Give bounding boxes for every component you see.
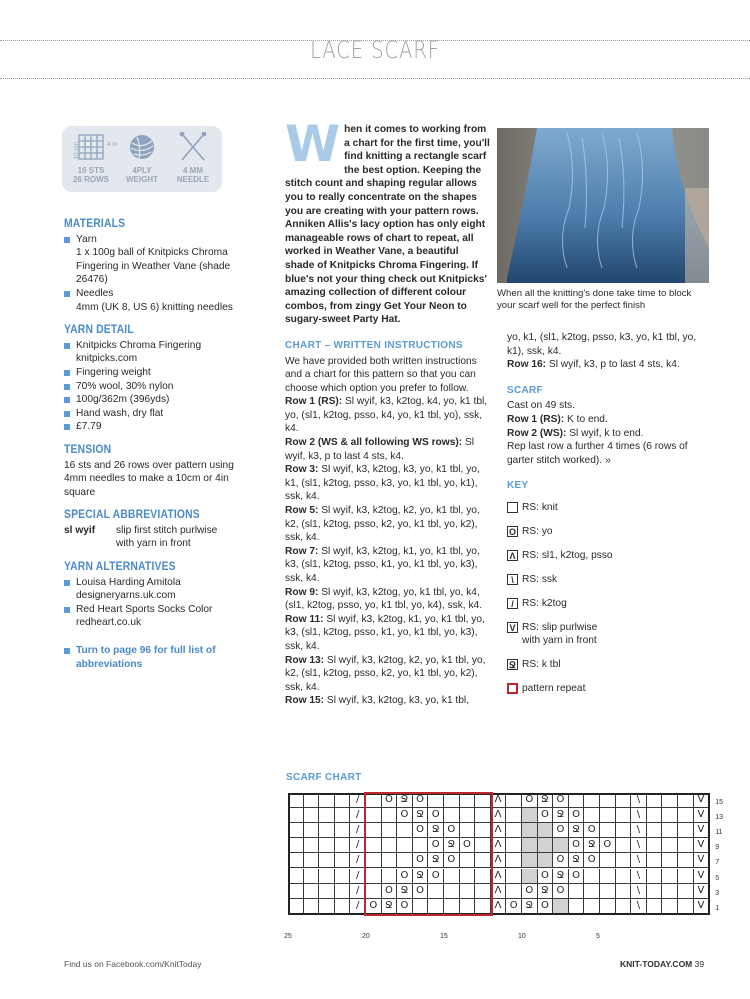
chart-cell: \ xyxy=(631,793,647,808)
chart-cell: O xyxy=(538,808,554,823)
chart-cell: Ջ xyxy=(413,808,429,823)
chart-cell: Ջ xyxy=(522,899,538,914)
chart-cell: Λ xyxy=(491,793,507,808)
chart-cell: \ xyxy=(631,869,647,884)
chart-cell: O xyxy=(553,793,569,808)
chart-cell: Ջ xyxy=(413,869,429,884)
materials-heading: MATERIALS xyxy=(64,218,126,230)
pattern-row: Row 2 (WS & all following WS rows): Sl wyif, k3, p to last 4 sts, k4. xyxy=(285,437,475,462)
chart-cell: O xyxy=(600,838,616,853)
list-item: 100g/362m (396yds) xyxy=(64,393,234,407)
chart-cell: Ջ xyxy=(397,884,413,899)
chart-cell: Λ xyxy=(491,808,507,823)
chart-cell: V xyxy=(694,884,710,899)
pattern-row: Row 3: Sl wyif, k3, k2tog, k3, yo, k1 tbl, yo, k1, (sl1, k2tog, psso, k3, yo, k1 tbl, yo, k1), ssk, k4. xyxy=(285,464,480,503)
slip-symbol-icon: V xyxy=(507,622,518,633)
needle-info xyxy=(168,132,218,184)
column-number: 10 xyxy=(518,932,526,940)
list-item: Knitpicks Chroma Fingering knitpicks.com xyxy=(64,339,234,366)
ktbl-symbol-icon: Ջ xyxy=(507,659,518,670)
title-divider xyxy=(0,78,750,79)
key-item-knit: RS: knit xyxy=(507,501,712,514)
key-heading: KEY xyxy=(507,480,529,492)
yarn-weight-info xyxy=(117,132,167,184)
chart-heading: SCARF CHART xyxy=(286,772,362,783)
chart-cell: Ջ xyxy=(553,808,569,823)
chart-cell: Ջ xyxy=(569,853,585,868)
key-item-sl1-k2tog-psso: Λ RS: sl1, k2tog, psso xyxy=(507,549,712,562)
chart-cell: V xyxy=(694,808,710,823)
left-column xyxy=(64,218,234,671)
chart-cell: \ xyxy=(631,823,647,838)
abbreviation-definition: slip first stitch purlwise with yarn in front xyxy=(116,524,218,550)
pattern-row: Row 16: Sl wyif, k3, p to last 4 sts, k4. xyxy=(507,359,680,371)
chart-cell: O xyxy=(444,853,460,868)
yarn-alternatives-list xyxy=(64,576,234,630)
chart-cell: O xyxy=(428,808,444,823)
chart-cell: O xyxy=(522,793,538,808)
list-item: Yarn 1 x 100g ball of Knitpicks Chroma Fingering in Weather Vane (shade 26476) xyxy=(64,233,234,287)
written-intro: We have provided both written instructions and a chart for this pattern so that you can choose which option you prefer to follow. xyxy=(285,355,477,394)
ssk-symbol-icon: \ xyxy=(507,574,518,585)
chart-cell: O xyxy=(538,899,554,914)
chart-cell: Λ xyxy=(491,884,507,899)
materials-list xyxy=(64,233,234,315)
chart-cell: \ xyxy=(631,808,647,823)
yarn-detail-list xyxy=(64,339,234,434)
chart-cell: Ջ xyxy=(538,793,554,808)
chart-cell: O xyxy=(569,808,585,823)
pattern-row: Row 13: Sl wyif, k3, k2tog, k2, yo, k1 tbl, yo, k2, (sl1, k2tog, psso, k2, yo, k1 tbl, yo, k2), ssk, k4. xyxy=(285,654,486,693)
list-item: £7.79 xyxy=(64,420,234,434)
chart-cell: Λ xyxy=(491,838,507,853)
row-number: 11 xyxy=(715,829,723,837)
chart-cell: \ xyxy=(631,853,647,868)
key-item-pattern-repeat: pattern repeat xyxy=(507,682,712,695)
pattern-row: Row 2 (WS): Sl wyif, k to end. xyxy=(507,427,644,439)
list-item: Red Heart Sports Socks Color redheart.co.uk xyxy=(64,603,234,630)
yo-symbol-icon: O xyxy=(508,526,516,537)
row-number: 7 xyxy=(715,859,720,867)
scarf-heading: SCARF xyxy=(507,384,543,396)
abbreviation-term: sl wyif xyxy=(64,524,96,536)
yarn-detail-heading: YARN DETAIL xyxy=(64,324,134,337)
repeat-text: Rep last row a further 4 times (6 rows of garter stitch worked). » xyxy=(507,441,688,466)
chart-cell: Ջ xyxy=(569,823,585,838)
chart-cell: / xyxy=(350,869,366,884)
chart-cell: Ջ xyxy=(584,838,600,853)
intro-paragraph xyxy=(285,115,490,327)
chart-cell: Ջ xyxy=(428,853,444,868)
chart-cell: O xyxy=(397,899,413,914)
pattern-row: Row 9: Sl wyif, k3, k2tog, yo, k1 tbl, yo, k4, (sl1, k2tog, psso, yo, k1 tbl, yo, k4), ssk, k4. xyxy=(285,586,483,612)
drop-cap: W xyxy=(285,115,341,173)
chart-cell: O xyxy=(584,853,600,868)
chart-cell: Λ xyxy=(491,823,507,838)
chart-cell: Λ xyxy=(491,853,507,868)
abbreviations-link[interactable]: Turn to page 96 for full list of abbreviations xyxy=(64,644,234,671)
column-number: 25 xyxy=(284,932,292,940)
chart-key xyxy=(507,479,712,695)
pattern-info-box xyxy=(62,126,222,192)
footer-site: KNIT-TODAY.COM 39 xyxy=(620,959,705,969)
list-item: Louisa Harding Amitola designeryarns.uk.com xyxy=(64,576,234,603)
tension-text: 16 sts and 26 rows over pattern using 4mm needles to make a 10cm or 4in square xyxy=(64,459,234,498)
scarf-photo xyxy=(497,128,709,283)
pattern-row: Row 1 (RS): K to end. xyxy=(507,413,608,425)
chart-cell: Ջ xyxy=(428,823,444,838)
row-number: 3 xyxy=(715,889,720,897)
list-item: Needles 4mm (UK 8, US 6) knitting needles xyxy=(64,287,234,314)
gauge-side-vertical: 10 cm xyxy=(73,141,81,160)
right-column xyxy=(507,331,712,706)
chart-cell: / xyxy=(350,853,366,868)
chart-cell: O xyxy=(397,808,413,823)
row-number: 15 xyxy=(715,799,723,806)
chart-cell: \ xyxy=(631,899,647,914)
row-number: 9 xyxy=(715,844,720,852)
gauge-side-horizontal: 4 in xyxy=(107,141,118,148)
chart-cell: Ջ xyxy=(538,884,554,899)
chart-cell: Ջ xyxy=(553,869,569,884)
chart-cell: / xyxy=(350,823,366,838)
chart-cell: O xyxy=(428,869,444,884)
chart-cell: O xyxy=(553,823,569,838)
chart-cell: Λ xyxy=(491,899,507,914)
chart-cell: V xyxy=(694,853,710,868)
chart-cell: V xyxy=(694,838,710,853)
list-item: Fingering weight xyxy=(64,366,234,380)
k2tog-symbol-icon: / xyxy=(507,598,518,609)
key-item-k-tbl: Ջ RS: k tbl xyxy=(507,658,712,671)
list-item: Hand wash, dry flat xyxy=(64,407,234,421)
chart-cell: Ջ xyxy=(444,838,460,853)
chart-cell: V xyxy=(694,823,710,838)
chart-cell: O xyxy=(413,793,429,808)
chart-cell: O xyxy=(584,823,600,838)
yarn-alternatives-heading: YARN ALTERNATIVES xyxy=(64,561,176,574)
needle-label: 4 MM NEEDLE xyxy=(176,166,210,184)
key-item-ssk: \ RS: ssk xyxy=(507,573,712,586)
row15-continuation: yo, k1, (sl1, k2tog, psso, k3, yo, k1 tbl, yo, k1), ssk, k4. xyxy=(507,332,697,357)
cast-on-text: Cast on 49 sts. xyxy=(507,400,575,412)
row-number: 13 xyxy=(715,814,723,822)
chart-cell: O xyxy=(460,838,476,853)
chart-frame xyxy=(288,793,710,915)
pattern-repeat-box xyxy=(364,792,493,916)
intro-text: hen it comes to working from a chart for the first time, you'll find knitting a rectangle scarf the best option. Keeping the stitch count and shaping regular allows you to really concentrate on the shapes you are creating with your pattern rows. Anniken Allis's lacy option has only eight manageable rows of chart to repeat, all worked in Weather Vane, a beautiful shade of Knitpicks Chroma Fingering. If blue's not your thing check out Knitpicks' amazing collection of different colour combos, from zingy Get Your Neon to sugary-sweet Party Hat. xyxy=(285,124,490,326)
chart-cell: O xyxy=(382,793,398,808)
chart-cell: O xyxy=(382,884,398,899)
chart-cell: Ջ xyxy=(382,899,398,914)
chart-cell: O xyxy=(428,838,444,853)
row-number: 5 xyxy=(715,874,720,882)
needles-icon xyxy=(178,132,208,162)
chart-cell: O xyxy=(553,884,569,899)
key-item-slip-purlwise: V RS: slip purlwise with yarn in front xyxy=(507,621,712,647)
photo-caption: When all the knitting's done take time to block your scarf well for the perfect finish xyxy=(497,288,692,311)
pattern-row: Row 11: Sl wyif, k3, k2tog, k1, yo, k1 tbl, yo, k3, (sl1, k2tog, psso, k1, yo, k1 tbl, yo, k3), ssk, k4. xyxy=(285,613,485,652)
chart-cell: / xyxy=(350,793,366,808)
chart-cell: O xyxy=(397,869,413,884)
yarn-ball-icon xyxy=(127,132,157,162)
chart-cell: V xyxy=(694,793,710,808)
chart-cell: Ջ xyxy=(397,793,413,808)
chart-cell: O xyxy=(538,869,554,884)
pattern-row: Row 7: Sl wyif, k3, k2tog, k1, yo, k1 tbl, yo, k3, (sl1, k2tog, psso, k1, yo, k1 tbl, yo, k3), ssk, k4. xyxy=(285,545,480,584)
written-instructions-heading: CHART – WRITTEN INSTRUCTIONS xyxy=(285,339,463,351)
chart-cell: \ xyxy=(631,838,647,853)
list-item: 70% wool, 30% nylon xyxy=(64,380,234,394)
chart-cell: O xyxy=(506,899,522,914)
yarn-weight-label: 4PLY WEIGHT xyxy=(126,166,158,184)
pattern-row: Row 15: Sl wyif, k3, k2tog, k3, yo, k1 tbl, xyxy=(285,695,470,707)
column-number: 15 xyxy=(440,932,448,940)
row-number: 1 xyxy=(715,904,720,912)
chart-cell: \ xyxy=(631,884,647,899)
chart-cell: O xyxy=(569,869,585,884)
chart-cell: O xyxy=(413,853,429,868)
chart-cell: O xyxy=(444,823,460,838)
tension-heading: TENSION xyxy=(64,443,112,456)
chart-cell: V xyxy=(694,869,710,884)
chart-cell: O xyxy=(553,853,569,868)
pattern-row: Row 5: Sl wyif, k3, k2tog, k2, yo, k1 tbl, yo, k2, (sl1, k2tog, psso, k2, yo, k1 tbl, yo, k2), ssk, k4. xyxy=(285,505,480,544)
chart-cell: / xyxy=(350,884,366,899)
chart-cell: Λ xyxy=(491,869,507,884)
chart-cell: / xyxy=(350,808,366,823)
key-item-k2tog: / RS: k2tog xyxy=(507,597,712,610)
middle-column xyxy=(285,115,490,708)
footer-facebook: Find us on Facebook.com/KnitToday xyxy=(64,959,202,969)
chart-cell: O xyxy=(569,838,585,853)
column-number: 5 xyxy=(596,932,600,940)
chart-cell: / xyxy=(350,838,366,853)
chart-cell: / xyxy=(350,899,366,914)
repeat-box-icon xyxy=(507,683,518,694)
decrease-symbol-icon: Λ xyxy=(507,550,518,561)
pattern-row: Row 1 (RS): Sl wyif, k3, k2tog, k4, yo, k1 tbl, yo, (sl1, k2tog, psso, k4, yo, k1 tbl, yo), ssk, k4. xyxy=(285,396,488,435)
chart-cell: O xyxy=(413,884,429,899)
chart-cell: O xyxy=(522,884,538,899)
chart-cell: V xyxy=(694,899,710,914)
key-item-yo: O RS: yo xyxy=(508,525,553,537)
abbreviation-row xyxy=(64,524,234,551)
special-abbreviations-heading: SPECIAL ABBREVIATIONS xyxy=(64,509,200,522)
chart-cell: O xyxy=(413,823,429,838)
gauge-label: 16 STS 26 ROWS xyxy=(72,166,109,184)
page-title: LACE SCARF xyxy=(310,36,440,64)
knit-symbol-icon xyxy=(507,502,518,513)
column-number: 20 xyxy=(362,932,370,940)
chart-cell: O xyxy=(366,899,382,914)
